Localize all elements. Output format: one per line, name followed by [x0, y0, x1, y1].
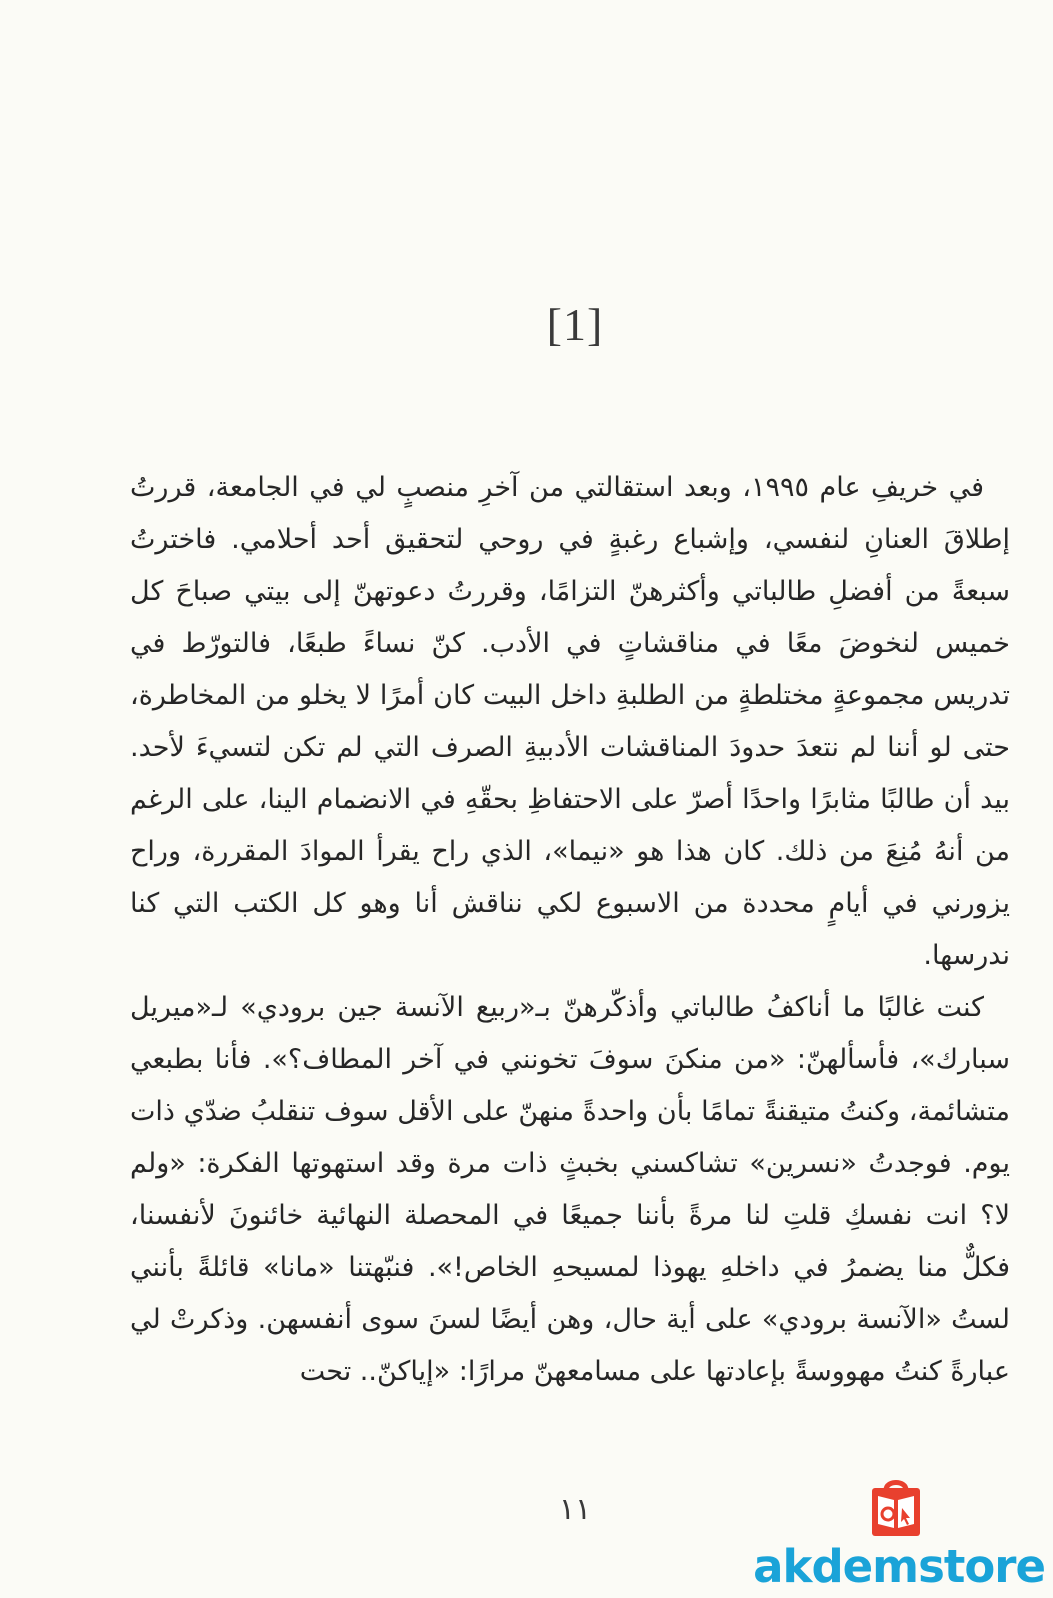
store-watermark [740, 1474, 1045, 1592]
paragraph-1: في خريفِ عام ١٩٩٥، وبعد استقالتي من آخرِ منصبٍ لي في الجامعة، قررتُ إطلاقَ العنانِ لنفسي، وإشباع رغبةٍ في روحي لتحقيق أحد أحلامي. فاخترتُ سبعةً من أفضلِ طالباتي وأكثرهنّ التزامًا، وقررتُ دعوتهنّ إلى بيتي صباحَ كل خميس لنخوضَ معًا في مناقشاتٍ في الأدب. كنّ نساءً طبعًا، فالتورّط في تدريس مجموعةٍ مختلطةٍ من الطلبةِ داخل البيت كان أمرًا لا يخلو من المخاطرة، حتى لو أننا لم نتعدَ حدودَ المناقشات الأدبيةِ الصرف التي لم تكن لتسيءَ لأحد. بيد أن طالبًا مثابرًا واحدًا أصرّ على الاحتفاظِ بحقّهِ في الانضمام الينا، على الرغم من أنهُ مُنِعَ من ذلك. كان هذا هو «نيما»، الذي راح يقرأ الموادَ المقررة، وراح يزورني في أيامٍ محددة من الاسبوع لكي نناقش أنا وهو كل الكتب التي كنا ندرسها. [130, 472, 1010, 971]
page-number: ١١ [558, 1492, 592, 1527]
paragraph-2: كنت غالبًا ما أناكفُ طالباتي وأذكّرهنّ بـ«ربيع الآنسة جين برودي» لـ«ميريل سبارك»، فأسألهنّ: «من منكنَ سوفَ تخونني في آخر المطاف؟». فأنا بطبعي متشائمة، وكنتُ متيقنةً تمامًا بأن واحدةً منهنّ على الأقل سوف تنقلبُ ضدّي ذات يوم. فوجدتُ «نسرين» تشاكسني بخبثٍ ذات مرة وقد استهوتها الفكرة: «ولم لا؟ انت نفسكِ قلتِ لنا مرةً بأننا جميعًا في المحصلة النهائية خائنونَ لأنفسنا، فكلٌّ منا يضمرُ في داخلهِ يهوذا لمسيحهِ الخاص!». فنبّهتنا «مانا» قائلةً بأنني لستُ «الآنسة برودي» على أية حال، وهن أيضًا لسنَ سوى أنفسهن. وذكرتْ لي عبارةً كنتُ مهووسةً بإعادتها على مسامعهنّ مرارًا: «إياكنّ.. تحت [130, 992, 1010, 1387]
chapter-number: [1] [546, 299, 604, 350]
body-text [130, 462, 1010, 1398]
store-watermark-text: akdemstore [753, 1540, 1045, 1593]
shopping-bag-book-icon [864, 1474, 928, 1538]
